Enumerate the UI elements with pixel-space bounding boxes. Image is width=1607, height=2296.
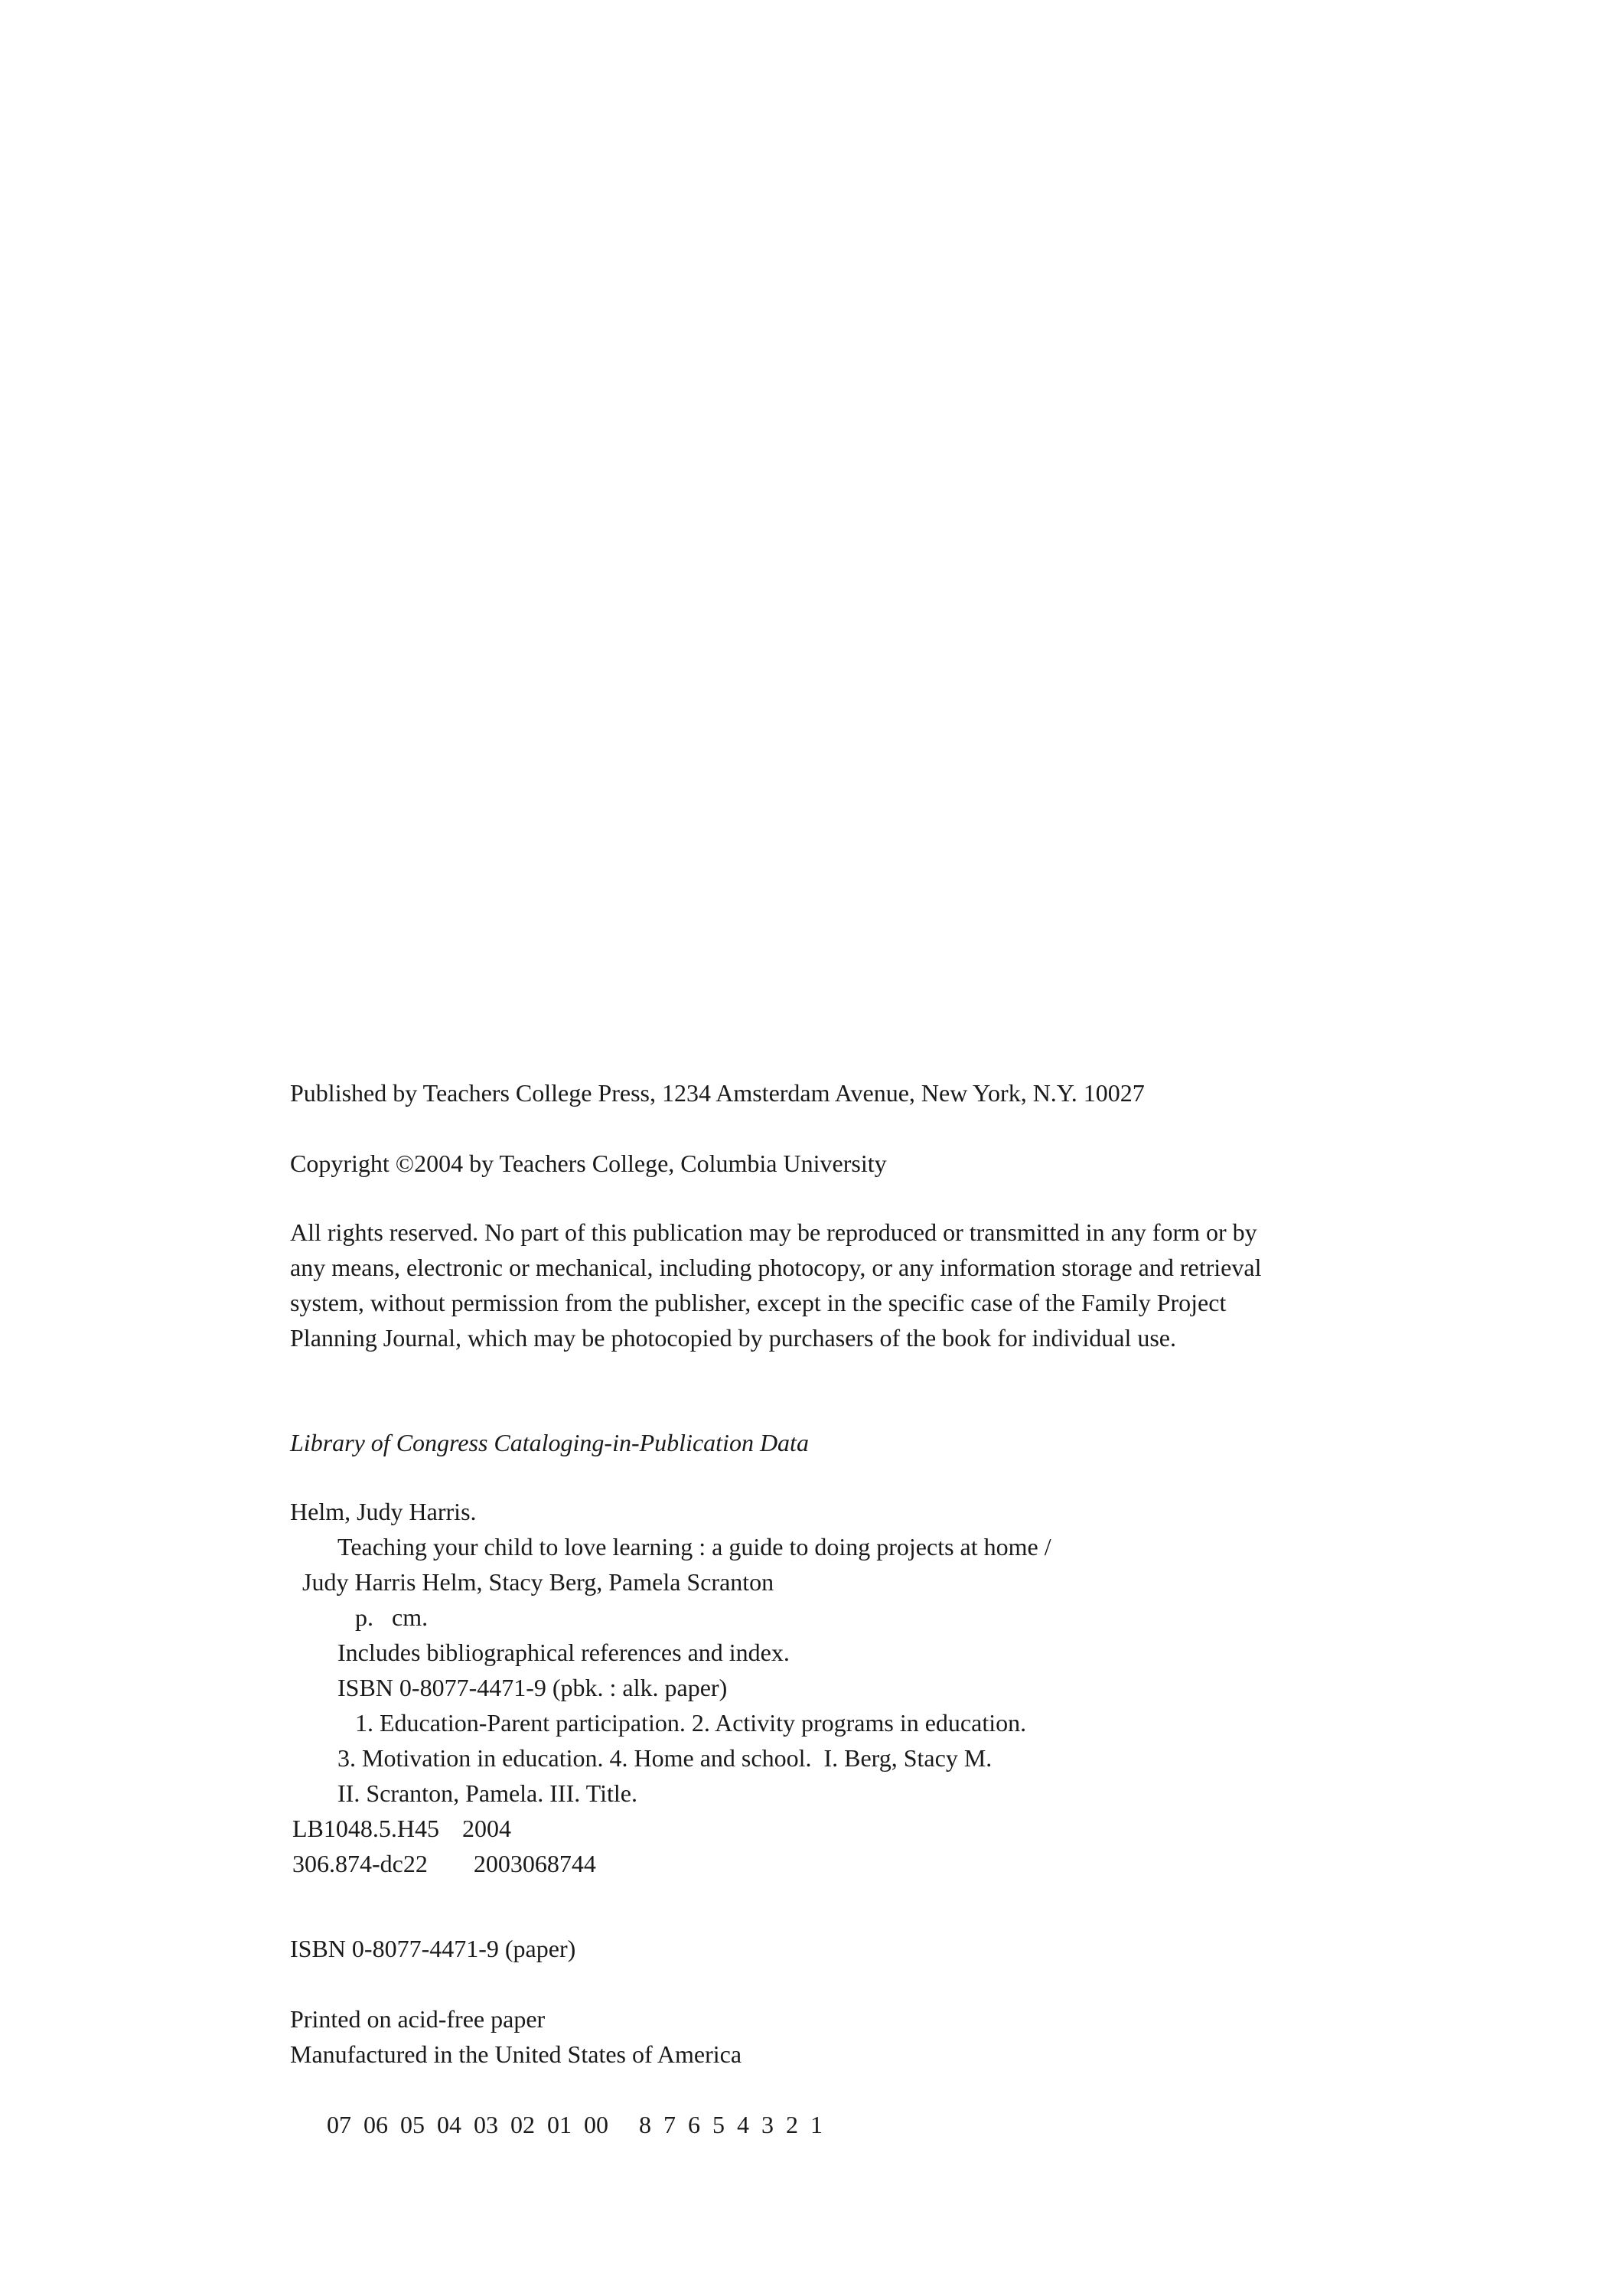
cip-title-line: Judy Harris Helm, Stacy Berg, Pamela Scranton [302,1568,774,1596]
cip-lc-year: 2004 [462,1815,511,1842]
cip-dewey-line [290,1846,1438,1881]
cip-title-line: Teaching your child to love learning : a guide to doing projects at home / [337,1533,1051,1561]
publisher-text: Published by Teachers College Press, 1234 Amsterdam Avenue, New York, N.Y. 10027 [290,1079,1145,1107]
publisher-line [290,1075,1438,1110]
cip-subjects: II. Scranton, Pamela. III. Title. [337,1779,637,1807]
cip-subjects: 3. Motivation in education. 4. Home and school. I. Berg, Stacy M. [337,1744,993,1772]
rights-line: any means, electronic or mechanical, including photocopy, or any information storage and retrieval [290,1254,1262,1281]
printing-line [290,2072,1438,2138]
cip-heading [290,1425,1438,1460]
copyright-text: Copyright ©2004 by Teachers College, Columbia University [290,1150,887,1177]
cip-author: Helm, Judy Harris. [290,1498,477,1525]
printing-info [290,2001,1438,2138]
rights-line: system, without permission from the publisher, except in the specific case of the Family Project [290,1289,1227,1316]
copyright-line [290,1146,1438,1181]
cip-isbn: ISBN 0-8077-4471-9 (pbk. : alk. paper) [337,1674,728,1701]
rights-line: Planning Journal, which may be photocopied by purchasers of the book for individual use. [290,1324,1176,1352]
printed-line: Printed on acid-free paper [290,2005,546,2033]
cip-subjects: 1. Education-Parent participation. 2. Activity programs in education. [355,1709,1027,1737]
cip-includes: Includes bibliographical references and index. [337,1639,790,1666]
rights-line: All rights reserved. No part of this publication may be reproduced or transmitted in any form or by [290,1218,1257,1246]
cip-pages: p. cm. [355,1603,429,1631]
rights-paragraph [290,1215,1438,1355]
cip-record [290,1494,1438,1881]
cip-lc-classification [290,1811,1438,1846]
manufactured-line: Manufactured in the United States of America [290,2040,742,2068]
isbn-paper-line [290,1931,1438,1966]
cip-heading-text: Library of Congress Cataloging-in-Publication Data [290,1429,809,1456]
cip-dewey: 306.874-dc22 [292,1850,428,1877]
printing-numbers: 8 7 6 5 4 3 2 1 [639,2111,823,2138]
cip-lc-class: LB1048.5.H45 [292,1815,439,1842]
printing-years: 07 06 05 04 03 02 01 00 [327,2111,608,2138]
cip-lccn: 2003068744 [473,1850,596,1877]
isbn-paper-text: ISBN 0-8077-4471-9 (paper) [290,1935,576,1962]
